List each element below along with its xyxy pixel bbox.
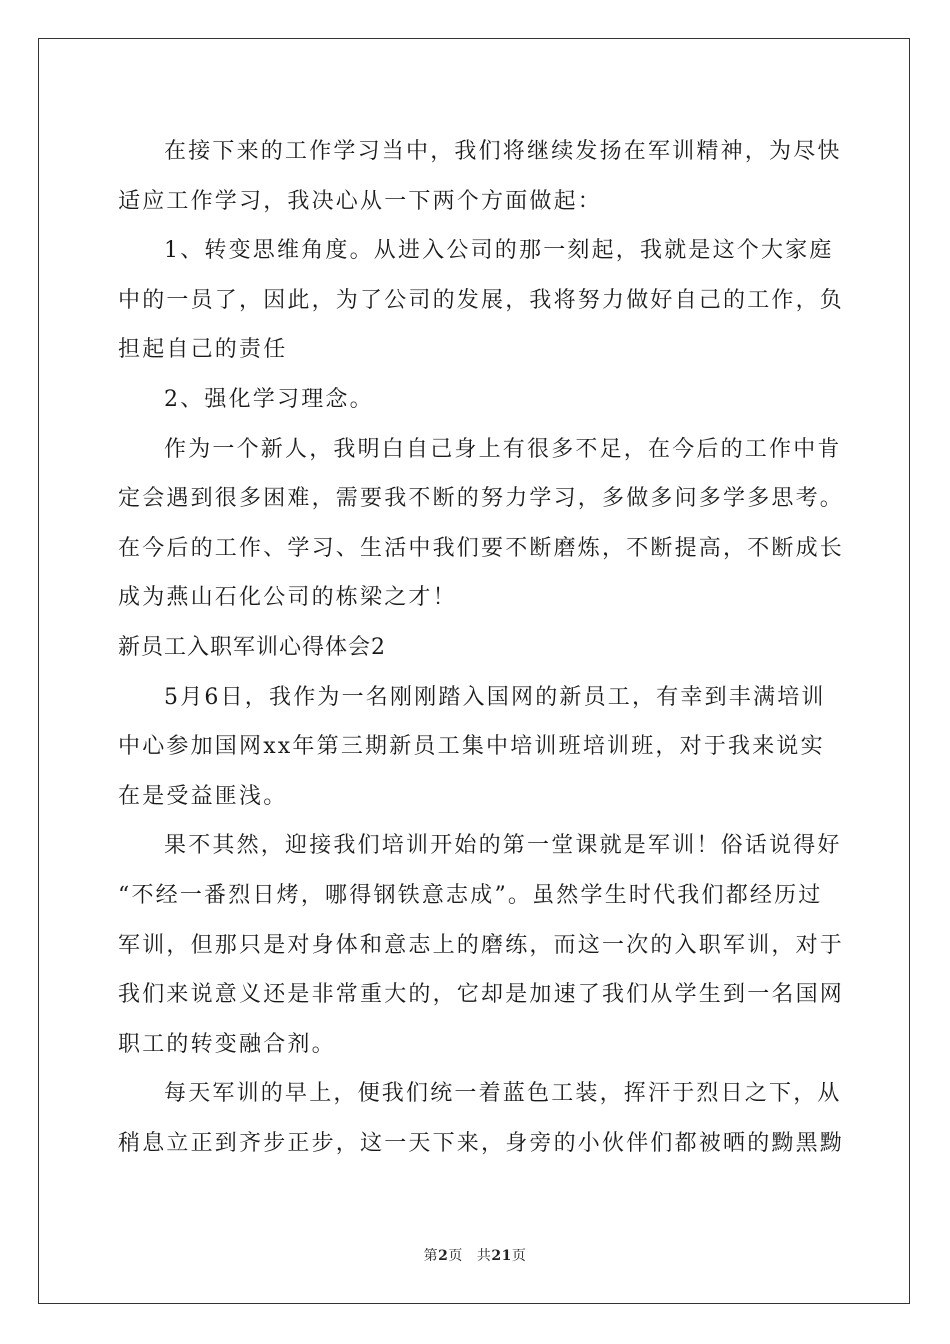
text-line: 适应工作学习，我决心从一下两个方面做起： bbox=[118, 188, 603, 214]
text-line: 定会遇到很多困难，需要我不断的努力学习，多做多问多学多思考。 bbox=[118, 486, 845, 512]
text-line: 我们来说意义还是非常重大的，它却是加速了我们从学生到一名国网 bbox=[118, 982, 845, 1008]
text-line: 果不其然，迎接我们培训开始的第一堂课就是军训！俗话说得好 bbox=[164, 833, 842, 859]
page-footer bbox=[0, 1245, 950, 1265]
text-line: 5月6日，我作为一名刚刚踏入国网的新员工，有幸到丰满培训 bbox=[164, 684, 826, 710]
section-heading: 新员工入职军训心得体会2 bbox=[118, 634, 386, 660]
text-line: 作为一个新人，我明白自己身上有很多不足，在今后的工作中肯 bbox=[164, 436, 842, 462]
footer-page-prefix: 第 bbox=[423, 1248, 439, 1264]
text-line: 每天军训的早上，便我们统一着蓝色工装，挥汗于烈日之下，从 bbox=[164, 1081, 842, 1107]
text-line: 2、强化学习理念。 bbox=[164, 386, 374, 412]
footer-total-pages: 21 bbox=[491, 1248, 512, 1264]
text-line: 在接下来的工作学习当中，我们将继续发扬在军训精神，为尽快 bbox=[164, 139, 842, 164]
text-line: 职工的转变融合剂。 bbox=[118, 1031, 336, 1057]
text-line: 成为燕山石化公司的栋梁之才！ bbox=[118, 585, 457, 611]
text-line: 稍息立正到齐步正步，这一天下来，身旁的小伙伴们都被晒的黝黑黝 bbox=[118, 1130, 845, 1156]
text-line: 担起自己的责任 bbox=[118, 337, 288, 363]
footer-page-suffix: 页 bbox=[448, 1248, 463, 1264]
text-line: 在今后的工作、学习、生活中我们要不断磨炼，不断提高，不断成长 bbox=[118, 535, 845, 561]
text-line: 在是受益匪浅。 bbox=[118, 783, 288, 809]
text-line: “不经一番烈日烤，哪得钢铁意志成”。虽然学生时代我们都经历过 bbox=[118, 882, 823, 908]
footer-total-suffix: 页 bbox=[511, 1248, 527, 1264]
document-body bbox=[118, 127, 845, 1168]
text-line: 1、转变思维角度。从进入公司的那一刻起，我就是这个大家庭 bbox=[164, 238, 834, 264]
footer-total-prefix: 共 bbox=[476, 1248, 492, 1264]
text-line: 军训，但那只是对身体和意志上的磨练，而这一次的入职军训，对于 bbox=[118, 932, 845, 958]
footer-page-number: 2 bbox=[438, 1248, 449, 1264]
text-line: 中心参加国网xx年第三期新员工集中培训班培训班，对于我来说实 bbox=[118, 734, 825, 760]
text-line: 中的一员了，因此，为了公司的发展，我将努力做好自己的工作，负 bbox=[118, 287, 845, 313]
